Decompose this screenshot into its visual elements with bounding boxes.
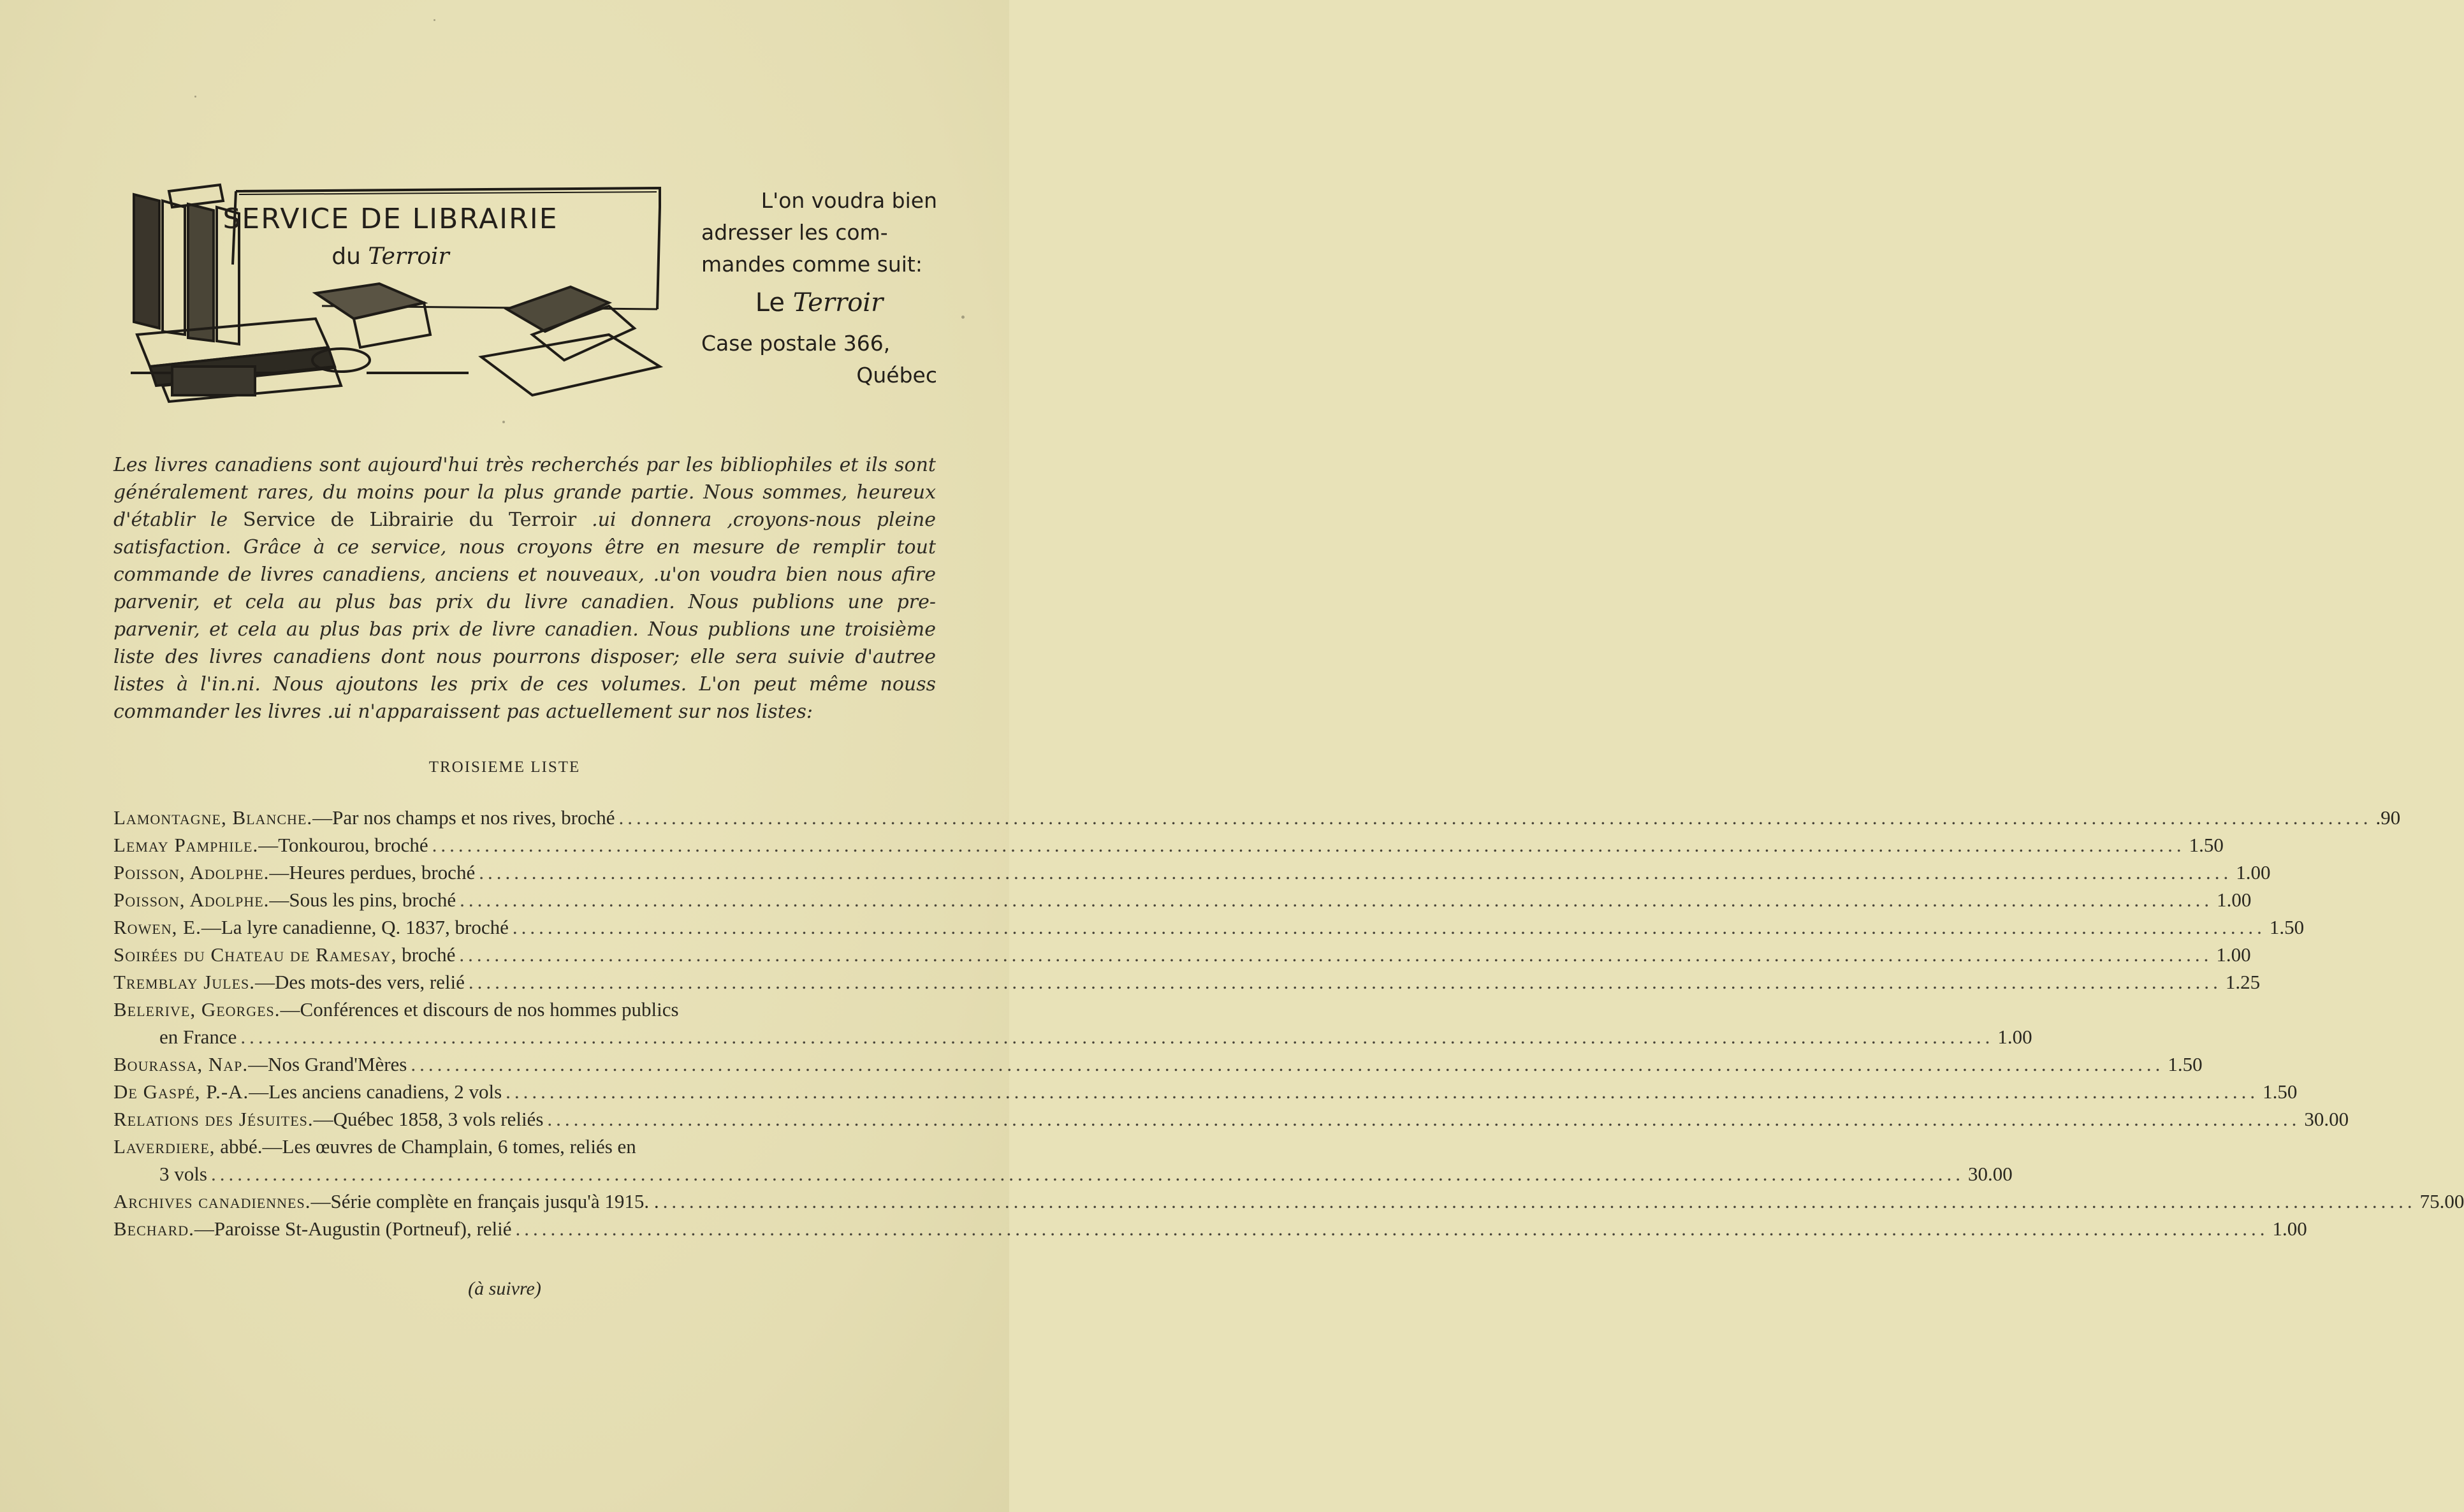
- banner-subtitle: [137, 244, 644, 270]
- dot-leader: ........................................................................................................................................................................................................: [512, 916, 2266, 938]
- list-item: [113, 889, 2252, 916]
- entry-author: Poisson, Adolphe.: [113, 861, 270, 883]
- order-address: [701, 185, 937, 391]
- entry-author: Rowen, E.: [113, 916, 201, 938]
- list-item: [113, 1190, 2464, 1218]
- entry-title: —Québec 1858, 3 vols reliés: [313, 1108, 544, 1130]
- dot-leader: ........................................................................................................................................................................................................: [460, 889, 2213, 911]
- footer-text: (à suivre): [468, 1278, 541, 1299]
- entry-text: [113, 1190, 659, 1213]
- entry-author: Bourassa, Nap.: [113, 1053, 249, 1075]
- entry-title: —Paroisse St-Augustin (Portneuf), relié: [194, 1218, 512, 1240]
- entry-title: —Les anciens canadiens, 2 vols: [249, 1080, 502, 1103]
- entry-price: 1.00: [2236, 861, 2271, 883]
- entry-author: Belerive, Georges.: [113, 998, 281, 1021]
- dot-leader: ........................................................................................................................................................................................................: [547, 1108, 2301, 1130]
- entry-price: 1.00: [2272, 1218, 2307, 1240]
- list-heading: TROISIEME LISTE: [428, 759, 581, 776]
- list-item: [113, 1108, 2349, 1135]
- address-name: [701, 287, 937, 319]
- entry-text: [113, 916, 509, 939]
- address-name-prefix: Le: [755, 288, 785, 317]
- intro-part-1: Les livres canadiens sont aujourd'hui très recherchés par les bibliophiles et ils sont généralement rares, du moins pour la plus grande partie. Nous sommes, heureux d'établir le: [113, 454, 936, 531]
- intro-part-3: .ui donnera ,croyons-nous pleine satisfaction. Grâce à ce service, nous croyons être en mesure de remplir tout commande de livres canadiens, anciens et nouveaux, .u'on voudra bien nous afire parvenir, et cela au plus bas prix du livre canadien. Nous publions une pre- parvenir, et cela au plus bas prix de livre canadien. Nous publions une troisième liste des livres canadiens dont nous pourrons disposer; elle sera suivie d'autree listes à l'in.ni. Nous ajoutons les prix de ces volumes. L'on peut même nouss commander les livres .ui n'apparaissent pas actuellement sur nos listes:: [113, 509, 937, 723]
- entry-title: —Conférences et discours de nos hommes publics: [280, 998, 679, 1021]
- entry-author: Relations des Jésuites.: [113, 1108, 314, 1130]
- entry-title: —La lyre canadienne, Q. 1837, broché: [201, 916, 509, 938]
- address-line-3: mandes comme suit:: [701, 252, 922, 277]
- entry-title: —Tonkourou, broché: [258, 834, 428, 856]
- dot-leader: ........................................................................................................................................................................................................: [618, 806, 2372, 829]
- list-item: [113, 998, 936, 1026]
- entry-text: [113, 1135, 636, 1158]
- entry-price: .90: [2375, 806, 2401, 829]
- entry-text: [113, 806, 615, 829]
- list-item: [113, 806, 2401, 834]
- intro-part-2: Service de Librairie du Terroir: [243, 509, 577, 531]
- entry-author: De Gaspé, P.-A.: [113, 1080, 249, 1103]
- list-item: [113, 1080, 2298, 1108]
- address-name-italic: Terroir: [792, 288, 884, 317]
- price-list: [113, 806, 2464, 1245]
- entry-text: [113, 943, 455, 966]
- entry-author: Lamontagne, Blanche.: [113, 806, 313, 829]
- entry-text: [113, 834, 428, 857]
- address-line-6: Québec: [856, 363, 937, 388]
- list-item: [113, 1135, 936, 1163]
- entry-title: abbé.—Les œuvres de Champlain, 6 tomes, reliés en: [215, 1135, 636, 1158]
- entry-author: Soirées du Chateau de Ramesay,: [113, 943, 397, 966]
- entry-author: Poisson, Adolphe.: [113, 889, 270, 911]
- entry-price: 75.00: [2419, 1190, 2464, 1212]
- entry-title: —Nos Grand'Mères: [248, 1053, 407, 1075]
- entry-author: Archives canadiennes.: [113, 1190, 311, 1212]
- entry-price: 1.50: [2168, 1053, 2203, 1075]
- dot-leader: ........................................................................................................................................................................................................: [240, 1026, 1994, 1048]
- entry-continuation: 3 vols: [159, 1163, 207, 1185]
- entry-text: [113, 861, 475, 884]
- entry-text: [113, 1053, 407, 1076]
- paper-speck: [194, 96, 196, 98]
- entry-price: 1.00: [2216, 943, 2251, 966]
- footer-suivre: [0, 1278, 1009, 1300]
- address-line-5: Case postale 366,: [701, 331, 891, 356]
- list-item: [113, 943, 2251, 971]
- dot-leader: ........................................................................................................................................................................................................: [662, 1190, 2416, 1212]
- dot-leader: ........................................................................................................................................................................................................: [459, 943, 2213, 966]
- dot-leader: ........................................................................................................................................................................................................: [506, 1080, 2259, 1103]
- intro-paragraph: [113, 451, 936, 725]
- entry-text: [113, 1218, 512, 1240]
- paper-speck: [961, 316, 965, 319]
- dot-leader: ........................................................................................................................................................................................................: [515, 1218, 2269, 1240]
- entry-author: Lemay Pamphile.: [113, 834, 259, 856]
- entry-price: 1.00: [2217, 889, 2252, 911]
- banner-subtitle-italic: Terroir: [368, 244, 449, 270]
- banner-subtitle-prefix: du: [332, 244, 361, 270]
- list-item: [113, 834, 2224, 861]
- entry-title: —Série complète en français jusqu'à 1915. .: [310, 1190, 659, 1212]
- entry-author: Laverdiere,: [113, 1135, 215, 1158]
- address-line-1: L'on voudra bien: [761, 188, 937, 213]
- paper-speck: [502, 421, 505, 423]
- entry-text: [113, 1108, 543, 1131]
- list-item: [113, 1053, 2203, 1080]
- dot-leader: ........................................................................................................................................................................................................: [210, 1163, 1964, 1185]
- entry-price: 30.00: [1967, 1163, 2013, 1185]
- entry-title: broché: [397, 943, 456, 966]
- dot-leader: ........................................................................................................................................................................................................: [479, 861, 2233, 883]
- entry-author: Bechard.: [113, 1218, 194, 1240]
- entry-price: 1.00: [1997, 1026, 2032, 1048]
- list-item: [113, 971, 2261, 998]
- entry-price: 30.00: [2304, 1108, 2349, 1130]
- entry-price: 1.50: [2189, 834, 2224, 856]
- entry-title: —Sous les pins, broché: [269, 889, 456, 911]
- entry-title: —Heures perdues, broché: [269, 861, 476, 883]
- entry-author: Tremblay Jules.: [113, 971, 256, 993]
- entry-price: 1.50: [2269, 916, 2305, 938]
- entry-continuation: en France: [159, 1026, 237, 1048]
- address-line-2: adresser les com-: [701, 220, 888, 245]
- entry-text: [113, 1080, 502, 1103]
- entry-price: 1.50: [2263, 1080, 2298, 1103]
- list-item: [113, 861, 2271, 889]
- list-item-continuation: [113, 1026, 2032, 1053]
- entry-title: —Par nos champs et nos rives, broché: [312, 806, 615, 829]
- dot-leader: ........................................................................................................................................................................................................: [411, 1053, 2164, 1075]
- list-item-continuation: [113, 1163, 2013, 1190]
- paper-speck: [434, 19, 435, 21]
- list-item: [113, 916, 2305, 943]
- entry-price: 1.25: [2225, 971, 2261, 993]
- entry-text: [113, 971, 465, 994]
- banner-title: SERVICE DE LIBRAIRIE: [222, 203, 558, 235]
- entry-title: —Des mots-des vers, relié: [255, 971, 465, 993]
- dot-leader: ........................................................................................................................................................................................................: [468, 971, 2222, 993]
- dot-leader: ........................................................................................................................................................................................................: [432, 834, 2185, 856]
- entry-text: [113, 998, 679, 1021]
- entry-text: [113, 889, 456, 912]
- list-item: [113, 1218, 2307, 1245]
